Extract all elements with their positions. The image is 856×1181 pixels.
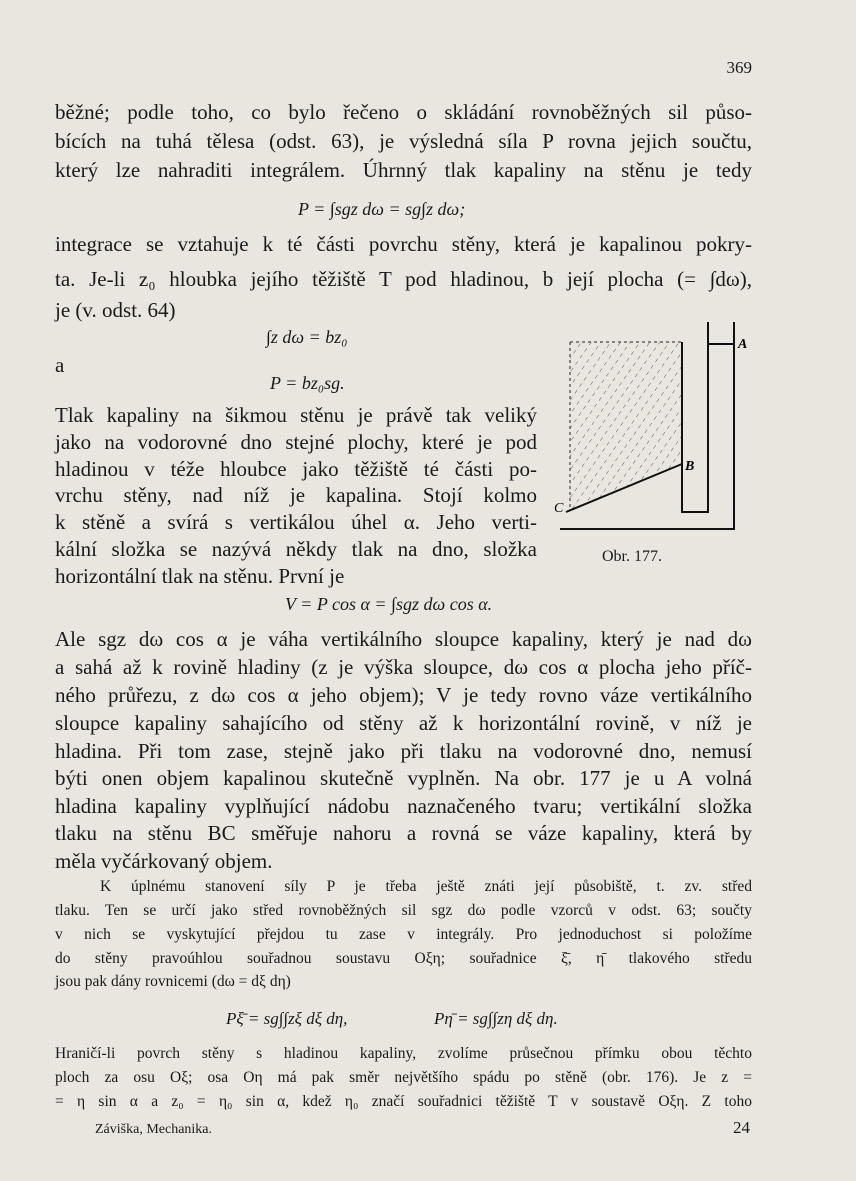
text-line-18: sloupce kapaliny sahajícího od stěny až k horizontální rovině, v níž je xyxy=(55,711,752,735)
text-line-21: hladina kapaliny vyplňující nádobu naznačeného tvaru; vertikální složka xyxy=(55,794,752,818)
text-line-5: ta. Je-li z₀ hloubka jejího těžiště T pod hladinou, b její plocha (= ∫dω), xyxy=(55,267,752,291)
text-line-9: jako na vodorovné dno stejné plochy, které je pod xyxy=(55,430,537,454)
text-line-17: ného průřezu, z dω cos α jeho objem); V je tedy rovno váze vertikálního xyxy=(55,683,752,707)
small-text-line-6: Hraničí-li povrch stěny s hladinou kapaliny, zvolíme průsečnou přímku obou těchto xyxy=(55,1045,752,1062)
text-line-22: tlaku na stěnu BC směřuje nahoru a rovná se váze kapaliny, která by xyxy=(55,821,752,845)
equation-center-eta: Pη̄ = sg∫∫zη dξ dη. xyxy=(434,1009,558,1028)
equation-centroid: ∫z dω = bz₀ xyxy=(266,327,348,347)
small-text-line-3: v nich se vyskytující přejdou tu zase v integrály. Pro jednoduchost si položíme xyxy=(55,926,752,943)
text-line-23: měla vyčárkovaný objem. xyxy=(55,849,273,873)
text-line-3: který lze nahraditi integrálem. Úhrnný tlak kapaliny na stěnu je tedy xyxy=(55,158,752,182)
equation-vertical-component: V = P cos α = ∫sgz dω cos α. xyxy=(285,594,493,614)
text-line-2: bících na tuhá tělesa (odst. 63), je výsledná síla P rovna jejich součtu, xyxy=(55,129,752,153)
text-line-15: Ale sgz dω cos α je váha vertikálního sloupce kapaliny, který je nad dω xyxy=(55,627,752,651)
equation-pressure: P = bz₀sg. xyxy=(270,373,345,393)
text-line-14: horizontální tlak na stěnu. První je xyxy=(55,564,345,588)
text-line-6: je (v. odst. 64) xyxy=(55,298,176,322)
text-line-13: kální složka se nazývá někdy tlak na dno, složka xyxy=(55,537,537,561)
footer-author: Záviška, Mechanika. xyxy=(95,1122,213,1137)
label-a: A xyxy=(738,337,748,352)
text-line-20: býti onen objem kapalinou skutečně vyplněn. Na obr. 177 je u A volná xyxy=(55,766,752,790)
text-line-11: vrchu stěny, nad níž je kapalina. Stojí kolmo xyxy=(55,483,537,507)
text-line-12: k stěně a svírá s vertikálou úhel α. Jeho verti- xyxy=(55,510,537,534)
small-text-line-8: = η sin α a z₀ = η₀ sin α, kdež η₀ značí souřadnici těžiště T v soustavě Oξη. Z toho xyxy=(55,1093,752,1110)
label-b: B xyxy=(685,459,695,474)
page-number: 369 xyxy=(726,58,752,77)
vessel-outline xyxy=(682,322,708,512)
small-text-line-4: do stěny pravoúhlou souřadnou soustavu Oξη; souřadnice ξ̄, η̄ tlakového středu xyxy=(55,950,752,967)
equation-center-xi: Pξ̄ = sg∫∫zξ dξ dη, xyxy=(226,1009,348,1028)
text-line-4: integrace se vztahuje k té části povrchu stěny, která je kapalinou pokry- xyxy=(55,232,752,256)
small-text-line-2: tlaku. Ten se určí jako střed rovnoběžných sil sgz dω podle vzorců v odst. 63; součty xyxy=(55,902,752,919)
text-line-7: a xyxy=(55,353,65,377)
footer-signature: 24 xyxy=(733,1118,750,1137)
small-text-line-1: K úplnému stanovení síly P je třeba ještě znáti její působiště, t. zv. střed xyxy=(100,878,752,895)
figure-caption: Obr. 177. xyxy=(602,548,662,565)
figure-177-vessel xyxy=(552,314,752,546)
text-line-19: hladina. Při tom zase, stejně jako při tlaku na vodorovné dno, nemusí xyxy=(55,739,752,763)
equation-total-pressure: P = ∫sgz dω = sg∫z dω; xyxy=(298,199,466,219)
small-text-line-7: ploch za osu Oξ; osa Oη má pak směr největšího spádu po stěně (obr. 176). Je z = xyxy=(55,1069,752,1086)
text-line-1: běžné; podle toho, co bylo řečeno o skládání rovnoběžných sil půso- xyxy=(55,100,752,124)
label-c: C xyxy=(554,501,564,516)
text-line-16: a sahá až k rovině hladiny (z je výška sloupce, dω cos α plocha jeho příč- xyxy=(55,655,752,679)
text-line-10: hladinou v téže hloubce jako těžiště té části po- xyxy=(55,457,537,481)
text-line-8: Tlak kapaliny na šikmou stěnu je právě tak veliký xyxy=(55,403,537,427)
small-text-line-5: jsou pak dány rovnicemi (dω = dξ dη) xyxy=(55,973,291,990)
